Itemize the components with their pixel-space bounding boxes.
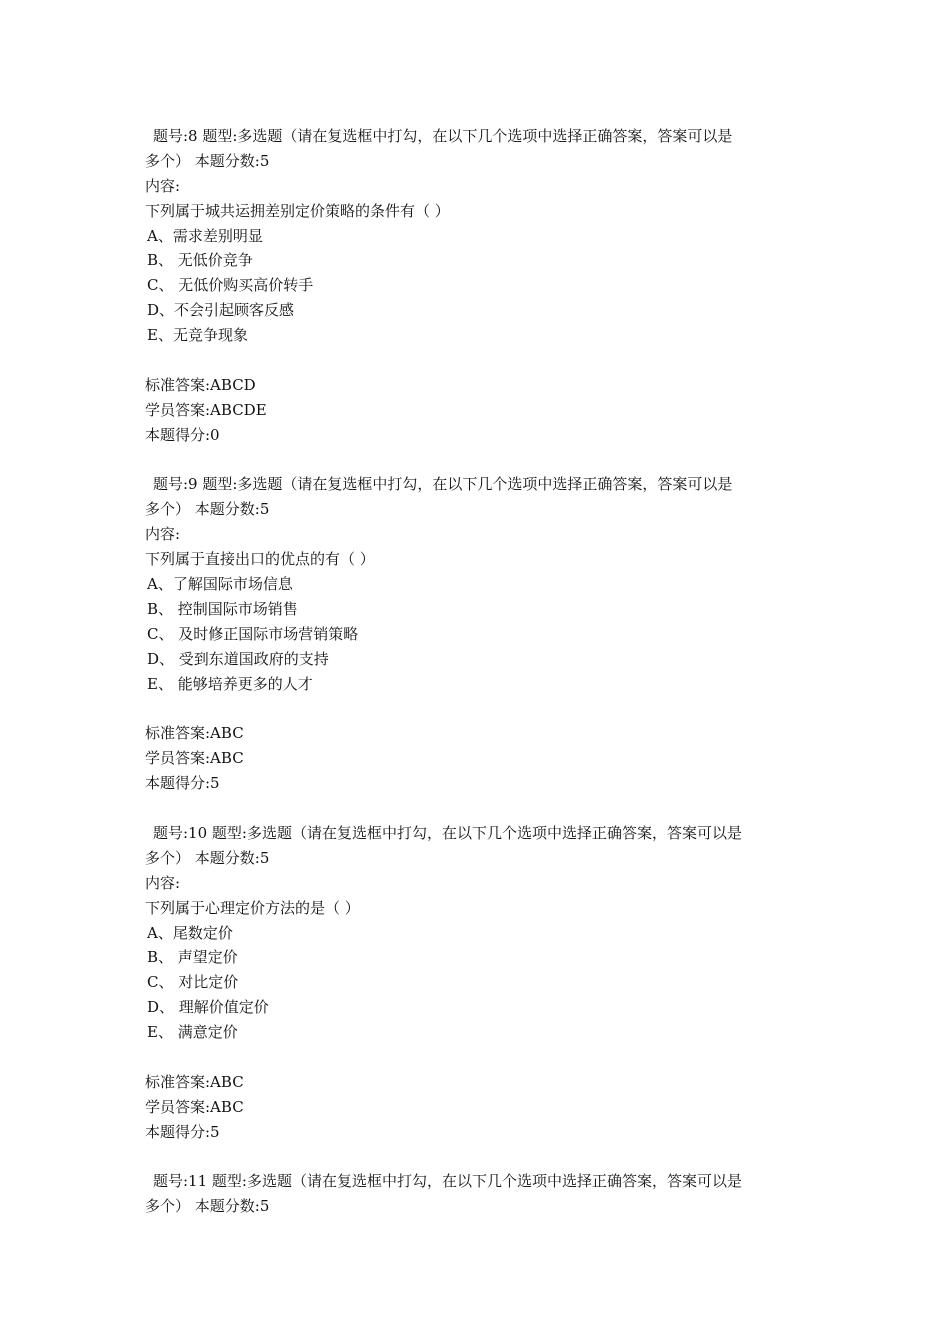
question-header: 题号:9 题型:多选题（请在复选框中打勾，在以下几个选项中选择正确答案，答案可以是 xyxy=(153,475,733,494)
option-c: C、 对比定价 xyxy=(147,973,239,992)
spacer xyxy=(145,1045,825,1070)
option-c: C、 及时修正国际市场营销策略 xyxy=(147,624,359,643)
question-header: 题号:10 题型:多选题（请在复选框中打勾，在以下几个选项中选择正确答案，答案可以是 xyxy=(153,823,742,842)
spacer xyxy=(145,1145,825,1170)
document-content xyxy=(145,124,825,1219)
question-score: 本题得分:0 xyxy=(145,425,220,444)
content-label: 内容: xyxy=(145,176,181,195)
question-stem: 下列属于直接出口的优点的有（ ） xyxy=(145,550,375,569)
spacer xyxy=(145,348,825,373)
standard-answer: 标准答案:ABC xyxy=(145,724,244,743)
question-block xyxy=(145,821,825,1145)
question-block xyxy=(145,124,825,448)
option-d: D、 受到东道国政府的支持 xyxy=(147,649,329,668)
question-stem: 下列属于城共运拥差别定价策略的条件有（ ） xyxy=(145,201,450,220)
option-d: D、不会引起顾客反感 xyxy=(147,301,295,320)
option-c: C、 无低价购买高价转手 xyxy=(147,276,314,295)
option-b: B、 控制国际市场销售 xyxy=(147,599,298,618)
question-header-continued: 多个） 本题分数:5 xyxy=(145,848,270,867)
standard-answer: 标准答案:ABCD xyxy=(145,375,256,394)
question-score: 本题得分:5 xyxy=(145,1122,220,1141)
question-block xyxy=(145,472,825,796)
option-b: B、 声望定价 xyxy=(147,948,238,967)
option-a: A、尾数定价 xyxy=(147,923,233,942)
option-e: E、无竞争现象 xyxy=(147,326,248,345)
question-block xyxy=(145,1169,825,1219)
question-header-continued: 多个） 本题分数:5 xyxy=(145,151,270,170)
spacer xyxy=(145,448,825,473)
student-answer: 学员答案:ABC xyxy=(145,1097,244,1116)
option-a: A、需求差别明显 xyxy=(147,226,263,245)
question-header: 题号:8 题型:多选题（请在复选框中打勾，在以下几个选项中选择正确答案，答案可以是 xyxy=(153,127,733,145)
content-label: 内容: xyxy=(145,873,181,892)
question-stem: 下列属于心理定价方法的是（ ） xyxy=(145,898,360,917)
question-header-continued: 多个） 本题分数:5 xyxy=(145,1197,270,1216)
option-d: D、 理解价值定价 xyxy=(147,998,269,1017)
question-score: 本题得分:5 xyxy=(145,774,220,793)
spacer xyxy=(145,696,825,721)
student-answer: 学员答案:ABCDE xyxy=(145,400,267,419)
question-header: 题号:11 题型:多选题（请在复选框中打勾，在以下几个选项中选择正确答案，答案可以是 xyxy=(153,1172,742,1191)
spacer xyxy=(145,796,825,821)
question-header-continued: 多个） 本题分数:5 xyxy=(145,500,270,519)
option-e: E、 满意定价 xyxy=(147,1023,238,1042)
student-answer: 学员答案:ABC xyxy=(145,749,244,768)
option-b: B、 无低价竞争 xyxy=(147,251,253,270)
option-e: E、 能够培养更多的人才 xyxy=(147,674,313,693)
option-a: A、了解国际市场信息 xyxy=(147,575,293,594)
content-label: 内容: xyxy=(145,525,181,544)
standard-answer: 标准答案:ABC xyxy=(145,1072,244,1091)
